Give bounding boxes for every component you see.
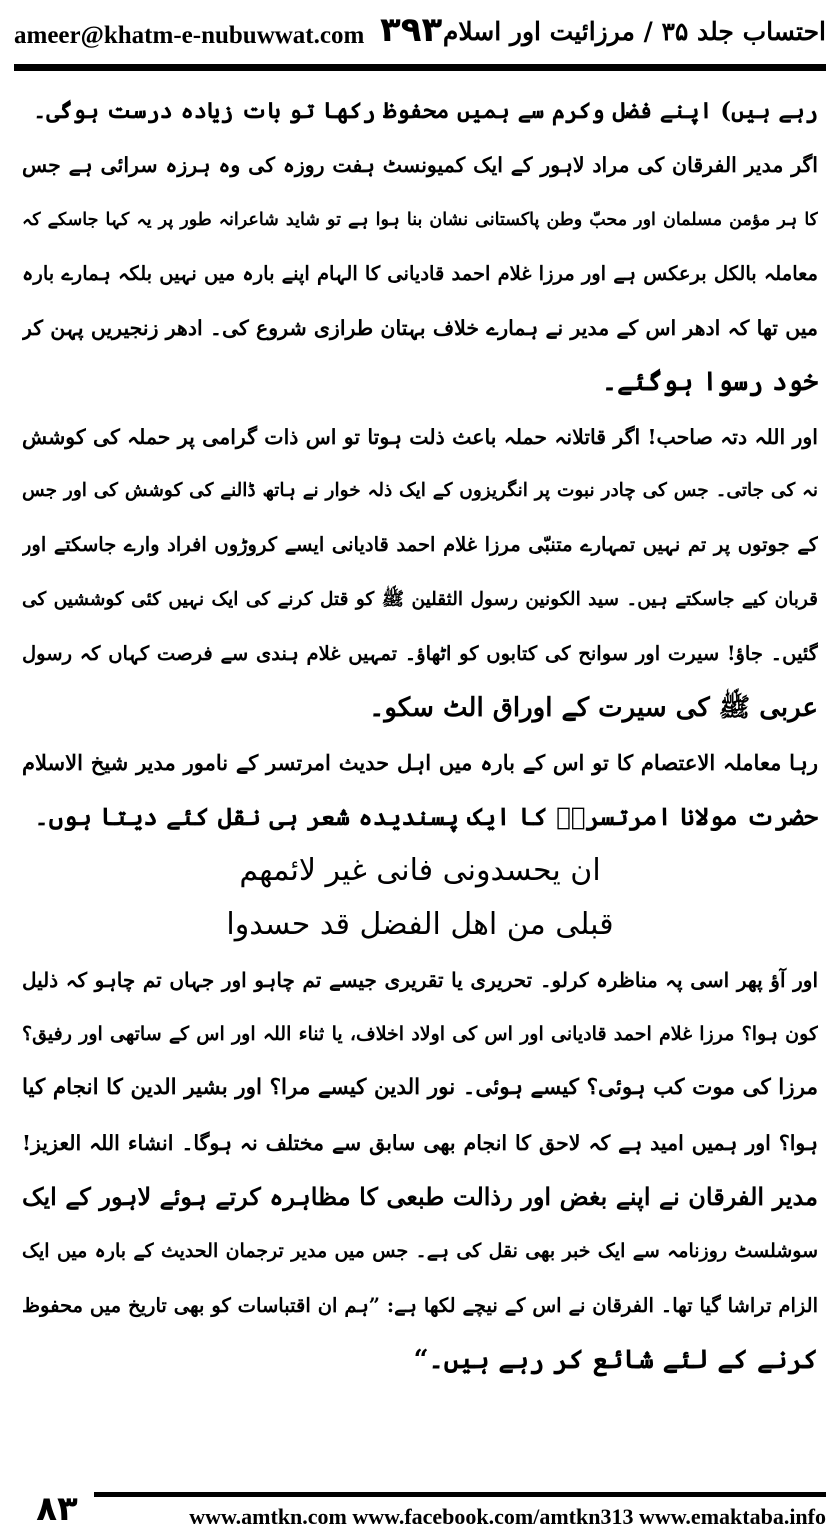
body-line: رہا معاملہ الاعتصام کا تو اس کے بارہ میں اہل حدیث امرتسر کے نامور مدیر شیخ الاسلام: [22, 749, 818, 775]
body-line: اور آؤ پھر اسی پہ مناظرہ کرلو۔ تحریری یا تقریری جیسے تم چاہو اور جہاں تم چاہو کہ ذلیل: [22, 967, 818, 992]
footer-rule: [94, 1492, 826, 1497]
body-line: کا ہر مؤمن مسلمان اور محبّ وطن پاکستانی نشان بنا ہوا ہے تو شاید شاعرانہ طور پر یہ کہا جاسکے کہ: [22, 209, 818, 230]
body-line: میں تھا کہ ادھر اس کے مدیر نے ہمارے خلاف بہتان طرازی شروع کی۔ ادھر زنجیریں پہن کر: [22, 316, 818, 341]
body-line: کے جوتوں پر تم نہیں تمہارے متنبّی مرزا غلام احمد قادیانی ایسے کروڑوں افراد وارے جاسکتے اور: [22, 533, 818, 557]
body-line: کرنے کے لئے شائع کر رہے ہیں۔“: [413, 1344, 818, 1375]
body-line: الزام تراشا گیا تھا۔ الفرقان نے اس کے نیچے لکھا ہے: ”ہم ان اقتباسات کو بھی تاریخ میں محفوظ: [22, 1293, 818, 1317]
body-line: حضرت مولانا امرتسریؒ کا ایک پسندیدہ شعر ہی نقل کئے دیتا ہوں۔: [34, 801, 818, 831]
body-line: اور اللہ دتہ صاحب! اگر قاتلانہ حملہ باعث ذلت ہوتا تو اس ذات گرامی پر حملہ کی کوشش: [22, 424, 818, 449]
body-line: مرزا کی موت کب ہوئی؟ کیسے ہوئی۔ نور الدین کیسے مرا؟ اور بشیر الدین کا انجام کیا: [22, 1075, 818, 1101]
header-page-number: ۳۹۳: [380, 10, 443, 50]
body-line: رہے ہیں) اپنے فضل وکرم سے ہمیں محفوظ رکھا تو بات زیادہ درست ہوگی۔: [33, 98, 818, 124]
body-line: گئیں۔ جاؤ! سیرت اور سوانح کی کتابوں کو اٹھاؤ۔ تمہیں غلام ہندی سے فرصت کہاں کہ رسول: [22, 641, 818, 665]
body-line: نہ کی جاتی۔ جس کی چادر نبوت پر انگریزوں کے ایک ذلہ خوار نے ہاتھ ڈالنے کی کوشش کی اور جس: [22, 480, 818, 502]
header-email: ameer@khatm-e-nubuwwat.com: [14, 22, 365, 49]
body-line: سوشلسٹ روزنامہ سے ایک خبر بھی نقل کی ہے۔ جس میں مدیر ترجمان الحدیث کے بارہ میں ایک: [22, 1240, 818, 1263]
body-line: معاملہ بالکل برعکس ہے اور مرزا غلام احمد قادیانی کا الہام اپنے بارہ میں نہیں بلکہ ہمارے بارہ: [22, 261, 818, 285]
poem-verse: قبلی من اھل الفضل قد حسدوا: [226, 907, 614, 943]
body-line: عربی ﷺ کی سیرت کے اوراق الٹ سکو۔: [369, 693, 818, 724]
poem-verse: ان یحسدونی فانی غیر لائمھم: [239, 853, 601, 889]
body-line: کون ہوا؟ مرزا غلام احمد قادیانی اور اس کی اولاد اخلاف، یا ثناء اللہ اور اس کے ساتھی اور رفیق؟: [22, 1023, 818, 1046]
body-line: اگر مدیر الفرقان کی مراد لاہور کے ایک کمیونسٹ ہفت روزہ کی وہ ہرزہ سرائی ہے جس: [22, 153, 818, 178]
footer-links: www.amtkn.com www.facebook.com/amtkn313 www.emaktaba.info: [189, 1504, 826, 1529]
page-body: [22, 84, 818, 1474]
body-line: قربان کیے جاسکتے ہیں۔ سید الکونین رسول الثقلین ﷺ کو قتل کرنے کی ایک نہیں کئی کوششیں کی: [22, 588, 818, 610]
body-line: ہوا؟ اور ہمیں امید ہے کہ لاحق کا انجام بھی سابق سے مختلف نہ ہوگا۔ انشاء اللہ العزیز!: [22, 1130, 818, 1155]
body-line: مدیر الفرقان نے اپنے بغض اور رذالت طبعی کا مظاہرہ کرتے ہوئے لاہور کے ایک: [22, 1181, 818, 1211]
header-book-title: احتساب جلد ۳۵ / مرزائیت اور اسلام: [442, 17, 826, 46]
header-rule: [14, 64, 826, 71]
page-header: [0, 0, 840, 60]
page-footer: [0, 1480, 840, 1540]
body-line: خود رسوا ہوگئے۔: [601, 367, 818, 398]
footer-page-number: ۸۳: [36, 1489, 78, 1529]
